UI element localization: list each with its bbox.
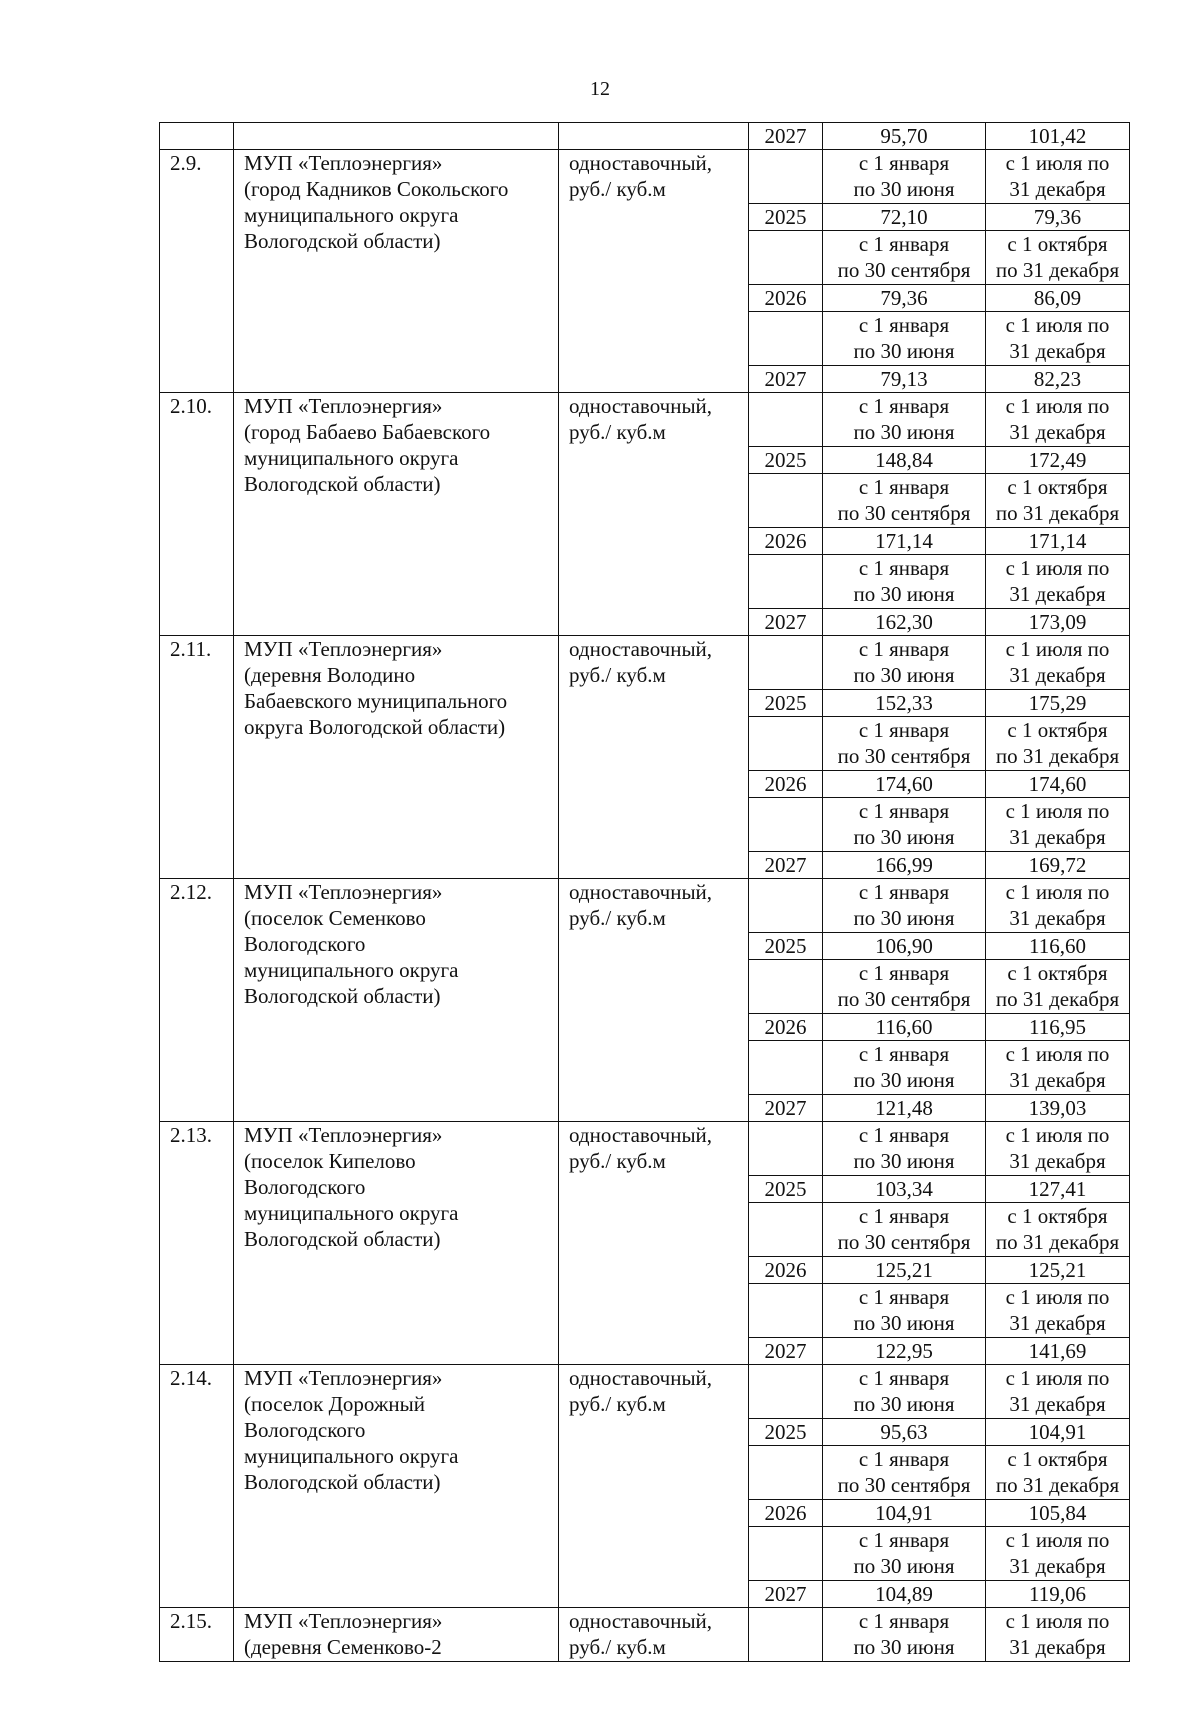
- period-line: с 1 июля по: [1005, 556, 1110, 580]
- tariff-type: [559, 150, 749, 393]
- period-cell: [986, 798, 1130, 852]
- period-line: по 30 июня: [853, 1635, 955, 1659]
- period-cell: [986, 474, 1130, 528]
- period-line: с 1 января: [858, 637, 950, 661]
- period-line: с 1 июля по: [1005, 1285, 1110, 1309]
- period-line: по 31 декабря: [995, 1230, 1120, 1254]
- tariff-type-line: руб./ куб.м: [569, 906, 666, 930]
- entry-name: [234, 1365, 559, 1608]
- period-cell: [986, 1203, 1130, 1257]
- value-cell: 104,91: [823, 1500, 986, 1527]
- year-cell: [749, 636, 823, 690]
- period-line: с 1 октября: [1007, 475, 1108, 499]
- period-line: по 30 июня: [853, 663, 955, 687]
- year-cell: [749, 1203, 823, 1257]
- period-line: с 1 января: [858, 1042, 950, 1066]
- entry-name-line: муниципального округа: [244, 203, 459, 227]
- period-line: с 1 января: [858, 718, 950, 742]
- tariff-type-line: одноставочный,: [569, 1123, 713, 1147]
- entry-name: [234, 150, 559, 393]
- year-cell: [749, 717, 823, 771]
- tariff-type: [559, 1365, 749, 1608]
- table-row: [160, 1365, 1130, 1419]
- period-cell: [986, 1446, 1130, 1500]
- value-cell: 79,36: [986, 204, 1130, 231]
- entry-number: 2.10.: [160, 393, 234, 636]
- entry-name-line: Вологодской области): [244, 1470, 441, 1494]
- entry-name-line: Вологодского: [244, 1418, 366, 1442]
- period-cell: [823, 1203, 986, 1257]
- period-line: 31 декабря: [1009, 906, 1106, 930]
- period-line: 31 декабря: [1009, 1068, 1106, 1092]
- tariff-type: [559, 393, 749, 636]
- entry-name-line: (поселок Кипелово: [244, 1149, 416, 1173]
- entry-name-line: муниципального округа: [244, 446, 459, 470]
- period-line: по 31 декабря: [995, 501, 1120, 525]
- period-cell: [823, 1608, 986, 1662]
- year-cell: [749, 474, 823, 528]
- value-cell: 127,41: [986, 1176, 1130, 1203]
- period-line: 31 декабря: [1009, 663, 1106, 687]
- year-cell: 2026: [749, 285, 823, 312]
- period-cell: [823, 1041, 986, 1095]
- period-line: по 30 июня: [853, 1311, 955, 1335]
- period-cell: [823, 1122, 986, 1176]
- value-cell: 174,60: [823, 771, 986, 798]
- period-line: с 1 января: [858, 961, 950, 985]
- value-cell: 169,72: [986, 852, 1130, 879]
- period-cell: [986, 150, 1130, 204]
- period-line: по 30 июня: [853, 1392, 955, 1416]
- period-line: по 30 июня: [853, 825, 955, 849]
- table-row: [160, 150, 1130, 204]
- value-cell: 104,91: [986, 1419, 1130, 1446]
- table-row: [160, 636, 1130, 690]
- value-cell: 95,63: [823, 1419, 986, 1446]
- period-cell: [823, 312, 986, 366]
- period-line: 31 декабря: [1009, 1392, 1106, 1416]
- period-line: с 1 июля по: [1005, 799, 1110, 823]
- period-line: с 1 января: [858, 313, 950, 337]
- year-cell: [749, 1365, 823, 1419]
- period-line: с 1 июля по: [1005, 1528, 1110, 1552]
- period-line: с 1 января: [858, 151, 950, 175]
- year-cell: 2027: [749, 1095, 823, 1122]
- period-line: по 30 сентября: [837, 1230, 971, 1254]
- year-cell: 2027: [749, 366, 823, 393]
- entry-name-line: (деревня Семенково-2: [244, 1635, 442, 1659]
- value-cell: 141,69: [986, 1338, 1130, 1365]
- year-cell: 2025: [749, 690, 823, 717]
- entry-name-line: МУП «Теплоэнергия»: [244, 1366, 443, 1390]
- value-cell: 86,09: [986, 285, 1130, 312]
- period-line: по 30 июня: [853, 582, 955, 606]
- entry-name-line: МУП «Теплоэнергия»: [244, 1609, 443, 1633]
- year-cell: 2027: [749, 609, 823, 636]
- tariff-type-line: руб./ куб.м: [569, 420, 666, 444]
- entry-name-line: муниципального округа: [244, 958, 459, 982]
- period-cell: [986, 555, 1130, 609]
- tariff-type-line: одноставочный,: [569, 880, 713, 904]
- period-line: с 1 января: [858, 799, 950, 823]
- year-cell: 2026: [749, 528, 823, 555]
- year-cell: 2026: [749, 1014, 823, 1041]
- entry-name-line: муниципального округа: [244, 1201, 459, 1225]
- entry-name-line: МУП «Теплоэнергия»: [244, 151, 443, 175]
- period-line: с 1 января: [858, 232, 950, 256]
- tariff-type: [559, 1608, 749, 1662]
- year-cell: [749, 393, 823, 447]
- period-line: с 1 января: [858, 475, 950, 499]
- period-cell: [986, 1365, 1130, 1419]
- period-line: с 1 июля по: [1005, 637, 1110, 661]
- period-line: с 1 января: [858, 556, 950, 580]
- entry-name-line: (поселок Семенково: [244, 906, 426, 930]
- year-cell: [749, 1608, 823, 1662]
- period-line: с 1 января: [858, 1528, 950, 1552]
- period-line: 31 декабря: [1009, 339, 1106, 363]
- entry-number: 2.12.: [160, 879, 234, 1122]
- period-line: 31 декабря: [1009, 1635, 1106, 1659]
- year-cell: [749, 879, 823, 933]
- tariff-type-line: одноставочный,: [569, 1366, 713, 1390]
- period-line: 31 декабря: [1009, 177, 1106, 201]
- value-cell: 119,06: [986, 1581, 1130, 1608]
- entry-number: 2.14.: [160, 1365, 234, 1608]
- period-cell: [986, 393, 1130, 447]
- period-cell: [823, 1446, 986, 1500]
- period-line: по 30 июня: [853, 1149, 955, 1173]
- period-cell: [823, 1365, 986, 1419]
- value-cell: 166,99: [823, 852, 986, 879]
- entry-name: [234, 879, 559, 1122]
- tariff-type-line: одноставочный,: [569, 1609, 713, 1633]
- period-line: с 1 января: [858, 1609, 950, 1633]
- value-cell: 171,14: [986, 528, 1130, 555]
- period-line: с 1 января: [858, 1285, 950, 1309]
- value-cell: 175,29: [986, 690, 1130, 717]
- value-cell: 116,60: [986, 933, 1130, 960]
- table-row: [160, 879, 1130, 933]
- tariff-type-line: руб./ куб.м: [569, 1392, 666, 1416]
- tariff-type-line: руб./ куб.м: [569, 663, 666, 687]
- value-cell: 148,84: [823, 447, 986, 474]
- period-cell: [986, 312, 1130, 366]
- period-line: по 30 июня: [853, 339, 955, 363]
- entry-name-line: (деревня Володино: [244, 663, 416, 687]
- period-cell: [823, 393, 986, 447]
- value-cell: 125,21: [823, 1257, 986, 1284]
- entry-name-line: округа Вологодской области): [244, 715, 506, 739]
- entry-name-line: Вологодской области): [244, 984, 441, 1008]
- period-cell: [986, 1284, 1130, 1338]
- entry-name-line: Вологодской области): [244, 229, 441, 253]
- period-line: с 1 июля по: [1005, 394, 1110, 418]
- table-row: [160, 1122, 1130, 1176]
- value-cell: 122,95: [823, 1338, 986, 1365]
- value-cell: 82,23: [986, 366, 1130, 393]
- year-cell: [749, 312, 823, 366]
- tariff-type-line: одноставочный,: [569, 151, 713, 175]
- entry-name-line: (поселок Дорожный: [244, 1392, 425, 1416]
- year-cell: 2027: [749, 852, 823, 879]
- value-cell: 95,70: [823, 123, 986, 150]
- period-line: по 31 декабря: [995, 258, 1120, 282]
- table-row: [160, 1608, 1130, 1662]
- tariff-table: [159, 122, 1130, 1662]
- period-cell: [986, 717, 1130, 771]
- entry-name-line: Вологодского: [244, 1175, 366, 1199]
- period-cell: [986, 231, 1130, 285]
- value-cell: 152,33: [823, 690, 986, 717]
- period-line: с 1 января: [858, 1447, 950, 1471]
- period-line: 31 декабря: [1009, 1311, 1106, 1335]
- entry-number: 2.13.: [160, 1122, 234, 1365]
- period-line: по 30 сентября: [837, 1473, 971, 1497]
- value-cell: 172,49: [986, 447, 1130, 474]
- value-cell: 106,90: [823, 933, 986, 960]
- year-cell: 2025: [749, 204, 823, 231]
- period-cell: [986, 879, 1130, 933]
- value-cell: 139,03: [986, 1095, 1130, 1122]
- year-cell: [749, 1122, 823, 1176]
- tariff-type-line: руб./ куб.м: [569, 177, 666, 201]
- period-line: с 1 октября: [1007, 718, 1108, 742]
- period-line: с 1 июля по: [1005, 151, 1110, 175]
- entry-name-line: МУП «Теплоэнергия»: [244, 1123, 443, 1147]
- period-line: по 31 декабря: [995, 1473, 1120, 1497]
- period-line: по 30 июня: [853, 906, 955, 930]
- period-line: 31 декабря: [1009, 1554, 1106, 1578]
- period-line: с 1 июля по: [1005, 313, 1110, 337]
- period-line: по 31 декабря: [995, 744, 1120, 768]
- period-line: по 30 сентября: [837, 744, 971, 768]
- period-line: с 1 октября: [1007, 1447, 1108, 1471]
- period-cell: [823, 474, 986, 528]
- period-cell: [986, 1527, 1130, 1581]
- table-body: [160, 123, 1130, 1662]
- period-line: с 1 октября: [1007, 961, 1108, 985]
- period-cell: [986, 1041, 1130, 1095]
- year-cell: 2026: [749, 1500, 823, 1527]
- entry-name: [234, 393, 559, 636]
- period-line: по 30 июня: [853, 420, 955, 444]
- period-cell: [986, 1608, 1130, 1662]
- period-line: по 31 декабря: [995, 987, 1120, 1011]
- value-cell: 72,10: [823, 204, 986, 231]
- period-cell: [823, 636, 986, 690]
- entry-name: [234, 1122, 559, 1365]
- table-row: [160, 393, 1130, 447]
- entry-number: 2.15.: [160, 1608, 234, 1662]
- period-cell: [823, 231, 986, 285]
- period-line: по 30 сентября: [837, 258, 971, 282]
- empty-cell: [160, 123, 234, 150]
- value-cell: 173,09: [986, 609, 1130, 636]
- period-cell: [986, 636, 1130, 690]
- year-cell: 2025: [749, 1176, 823, 1203]
- table-row: [160, 123, 1130, 150]
- period-cell: [823, 960, 986, 1014]
- entry-name: [234, 1608, 559, 1662]
- entry-name-line: Вологодского: [244, 932, 366, 956]
- period-line: 31 декабря: [1009, 582, 1106, 606]
- year-cell: [749, 555, 823, 609]
- empty-cell: [559, 123, 749, 150]
- entry-name-line: муниципального округа: [244, 1444, 459, 1468]
- year-cell: [749, 150, 823, 204]
- tariff-type: [559, 879, 749, 1122]
- year-cell: 2025: [749, 447, 823, 474]
- value-cell: 116,60: [823, 1014, 986, 1041]
- year-cell: [749, 1527, 823, 1581]
- value-cell: 105,84: [986, 1500, 1130, 1527]
- entry-name-line: МУП «Теплоэнергия»: [244, 394, 443, 418]
- entry-name-line: Вологодской области): [244, 1227, 441, 1251]
- period-line: 31 декабря: [1009, 825, 1106, 849]
- period-line: 31 декабря: [1009, 1149, 1106, 1173]
- period-line: с 1 июля по: [1005, 1609, 1110, 1633]
- period-cell: [823, 717, 986, 771]
- value-cell: 116,95: [986, 1014, 1130, 1041]
- tariff-type-line: одноставочный,: [569, 637, 713, 661]
- value-cell: 171,14: [823, 528, 986, 555]
- value-cell: 121,48: [823, 1095, 986, 1122]
- year-cell: 2026: [749, 771, 823, 798]
- period-line: с 1 октября: [1007, 1204, 1108, 1228]
- period-line: с 1 января: [858, 880, 950, 904]
- entry-number: 2.11.: [160, 636, 234, 879]
- period-line: по 30 июня: [853, 1554, 955, 1578]
- period-line: с 1 июля по: [1005, 880, 1110, 904]
- period-line: с 1 июля по: [1005, 1366, 1110, 1390]
- year-cell: 2026: [749, 1257, 823, 1284]
- year-cell: [749, 1041, 823, 1095]
- period-line: по 30 сентября: [837, 987, 971, 1011]
- year-cell: 2025: [749, 933, 823, 960]
- period-cell: [986, 1122, 1130, 1176]
- value-cell: 174,60: [986, 771, 1130, 798]
- empty-cell: [234, 123, 559, 150]
- period-cell: [823, 150, 986, 204]
- period-line: 31 декабря: [1009, 420, 1106, 444]
- tariff-type-line: руб./ куб.м: [569, 1635, 666, 1659]
- tariff-type: [559, 636, 749, 879]
- period-line: с 1 июля по: [1005, 1123, 1110, 1147]
- entry-name-line: (город Кадников Сокольского: [244, 177, 509, 201]
- year-cell: 2027: [749, 1581, 823, 1608]
- value-cell: 79,36: [823, 285, 986, 312]
- period-cell: [986, 960, 1130, 1014]
- tariff-type-line: руб./ куб.м: [569, 1149, 666, 1173]
- period-line: с 1 января: [858, 394, 950, 418]
- period-line: по 30 июня: [853, 1068, 955, 1092]
- entry-name-line: МУП «Теплоэнергия»: [244, 637, 443, 661]
- period-line: с 1 января: [858, 1366, 950, 1390]
- value-cell: 162,30: [823, 609, 986, 636]
- value-cell: 104,89: [823, 1581, 986, 1608]
- period-line: по 30 сентября: [837, 501, 971, 525]
- period-line: с 1 января: [858, 1123, 950, 1147]
- period-line: с 1 июля по: [1005, 1042, 1110, 1066]
- entry-name: [234, 636, 559, 879]
- year-cell: [749, 960, 823, 1014]
- value-cell: 101,42: [986, 123, 1130, 150]
- value-cell: 125,21: [986, 1257, 1130, 1284]
- entry-name-line: Вологодской области): [244, 472, 441, 496]
- year-cell: [749, 1446, 823, 1500]
- year-cell: [749, 231, 823, 285]
- period-cell: [823, 1527, 986, 1581]
- year-cell: [749, 1284, 823, 1338]
- year-cell: 2025: [749, 1419, 823, 1446]
- entry-name-line: МУП «Теплоэнергия»: [244, 880, 443, 904]
- value-cell: 79,13: [823, 366, 986, 393]
- period-cell: [823, 555, 986, 609]
- period-cell: [823, 879, 986, 933]
- entry-number: 2.9.: [160, 150, 234, 393]
- tariff-type: [559, 1122, 749, 1365]
- value-cell: 103,34: [823, 1176, 986, 1203]
- year-cell: [749, 798, 823, 852]
- period-line: с 1 января: [858, 1204, 950, 1228]
- year-cell: 2027: [749, 123, 823, 150]
- entry-name-line: Бабаевского муниципального: [244, 689, 508, 713]
- year-cell: 2027: [749, 1338, 823, 1365]
- period-cell: [823, 798, 986, 852]
- entry-name-line: (город Бабаево Бабаевского: [244, 420, 491, 444]
- period-line: по 30 июня: [853, 177, 955, 201]
- period-line: с 1 октября: [1007, 232, 1108, 256]
- period-cell: [823, 1284, 986, 1338]
- tariff-type-line: одноставочный,: [569, 394, 713, 418]
- page-number: 12: [590, 78, 610, 100]
